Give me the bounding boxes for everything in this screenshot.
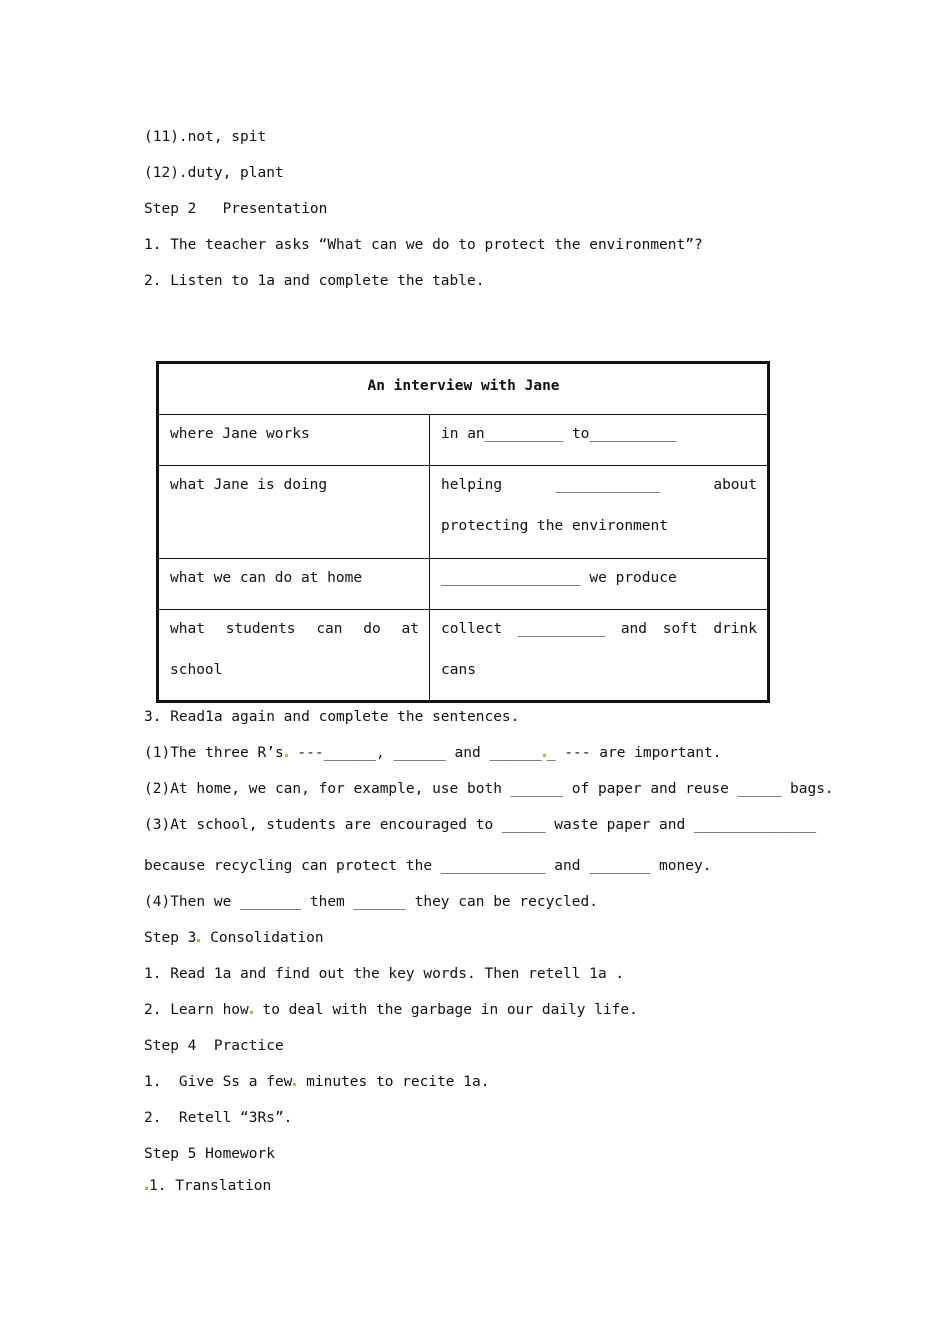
table-row-label: where Jane works bbox=[158, 415, 430, 466]
interview-table bbox=[156, 361, 770, 703]
table-row-label: what we can do at home bbox=[158, 558, 430, 609]
marker-dot bbox=[293, 1083, 296, 1086]
table-row-answer: ________________ we produce bbox=[430, 558, 769, 609]
answer-line-11: (11).not, spit bbox=[144, 129, 267, 145]
step-3-heading: Step 3 Consolidation bbox=[144, 930, 324, 946]
sentence-3-line-1: (3)At school, students are encouraged to _____ waste paper and ______________ bbox=[144, 817, 817, 833]
sentence-3-line-2: because recycling can protect the ____________ and _______ money. bbox=[144, 858, 712, 874]
exercise-3-heading: 3. Read1a again and complete the sentences. bbox=[144, 709, 520, 725]
marker-dot bbox=[197, 939, 200, 942]
step-2-item-1: 1. The teacher asks “What can we do to protect the environment”? bbox=[144, 237, 703, 253]
answer-line-12: (12).duty, plant bbox=[144, 165, 284, 181]
marker-dot bbox=[543, 754, 546, 757]
step-2-item-2: 2. Listen to 1a and complete the table. bbox=[144, 273, 485, 289]
marker-dot bbox=[285, 754, 288, 757]
marker-dot bbox=[145, 1187, 148, 1190]
sentence-1: (1)The three R’s ---______, ______ and ______ _ --- are important. bbox=[144, 745, 722, 761]
table-title: An interview with Jane bbox=[158, 363, 769, 415]
step-4-heading: Step 4 Practice bbox=[144, 1038, 284, 1054]
table-row-label: what Jane is doing bbox=[158, 466, 430, 558]
table-row-label: what students can do at school bbox=[158, 609, 430, 701]
step-3-item-1: 1. Read 1a and find out the key words. Then retell 1a . bbox=[144, 966, 625, 982]
table-row-answer: helping ____________ about protecting the environment bbox=[430, 466, 769, 558]
marker-dot bbox=[250, 1011, 253, 1014]
step-2-heading: Step 2 Presentation bbox=[144, 201, 328, 217]
step-5-item-1: 1. Translation bbox=[144, 1176, 271, 1196]
step-4-item-2: 2. Retell “3Rs”. bbox=[144, 1110, 293, 1126]
step-3-item-2: 2. Learn how to deal with the garbage in our daily life. bbox=[144, 1002, 638, 1018]
sentence-2: (2)At home, we can, for example, use both ______ of paper and reuse _____ bags. bbox=[144, 781, 834, 797]
sentence-4: (4)Then we _______ them ______ they can be recycled. bbox=[144, 894, 598, 910]
step-5-heading: Step 5 Homework bbox=[144, 1146, 275, 1162]
table-row-answer: collect __________ and soft drink cans bbox=[430, 609, 769, 701]
step-4-item-1: 1. Give Ss a few minutes to recite 1a. bbox=[144, 1074, 490, 1090]
table-row-answer: in an_________ to__________ bbox=[430, 415, 769, 466]
